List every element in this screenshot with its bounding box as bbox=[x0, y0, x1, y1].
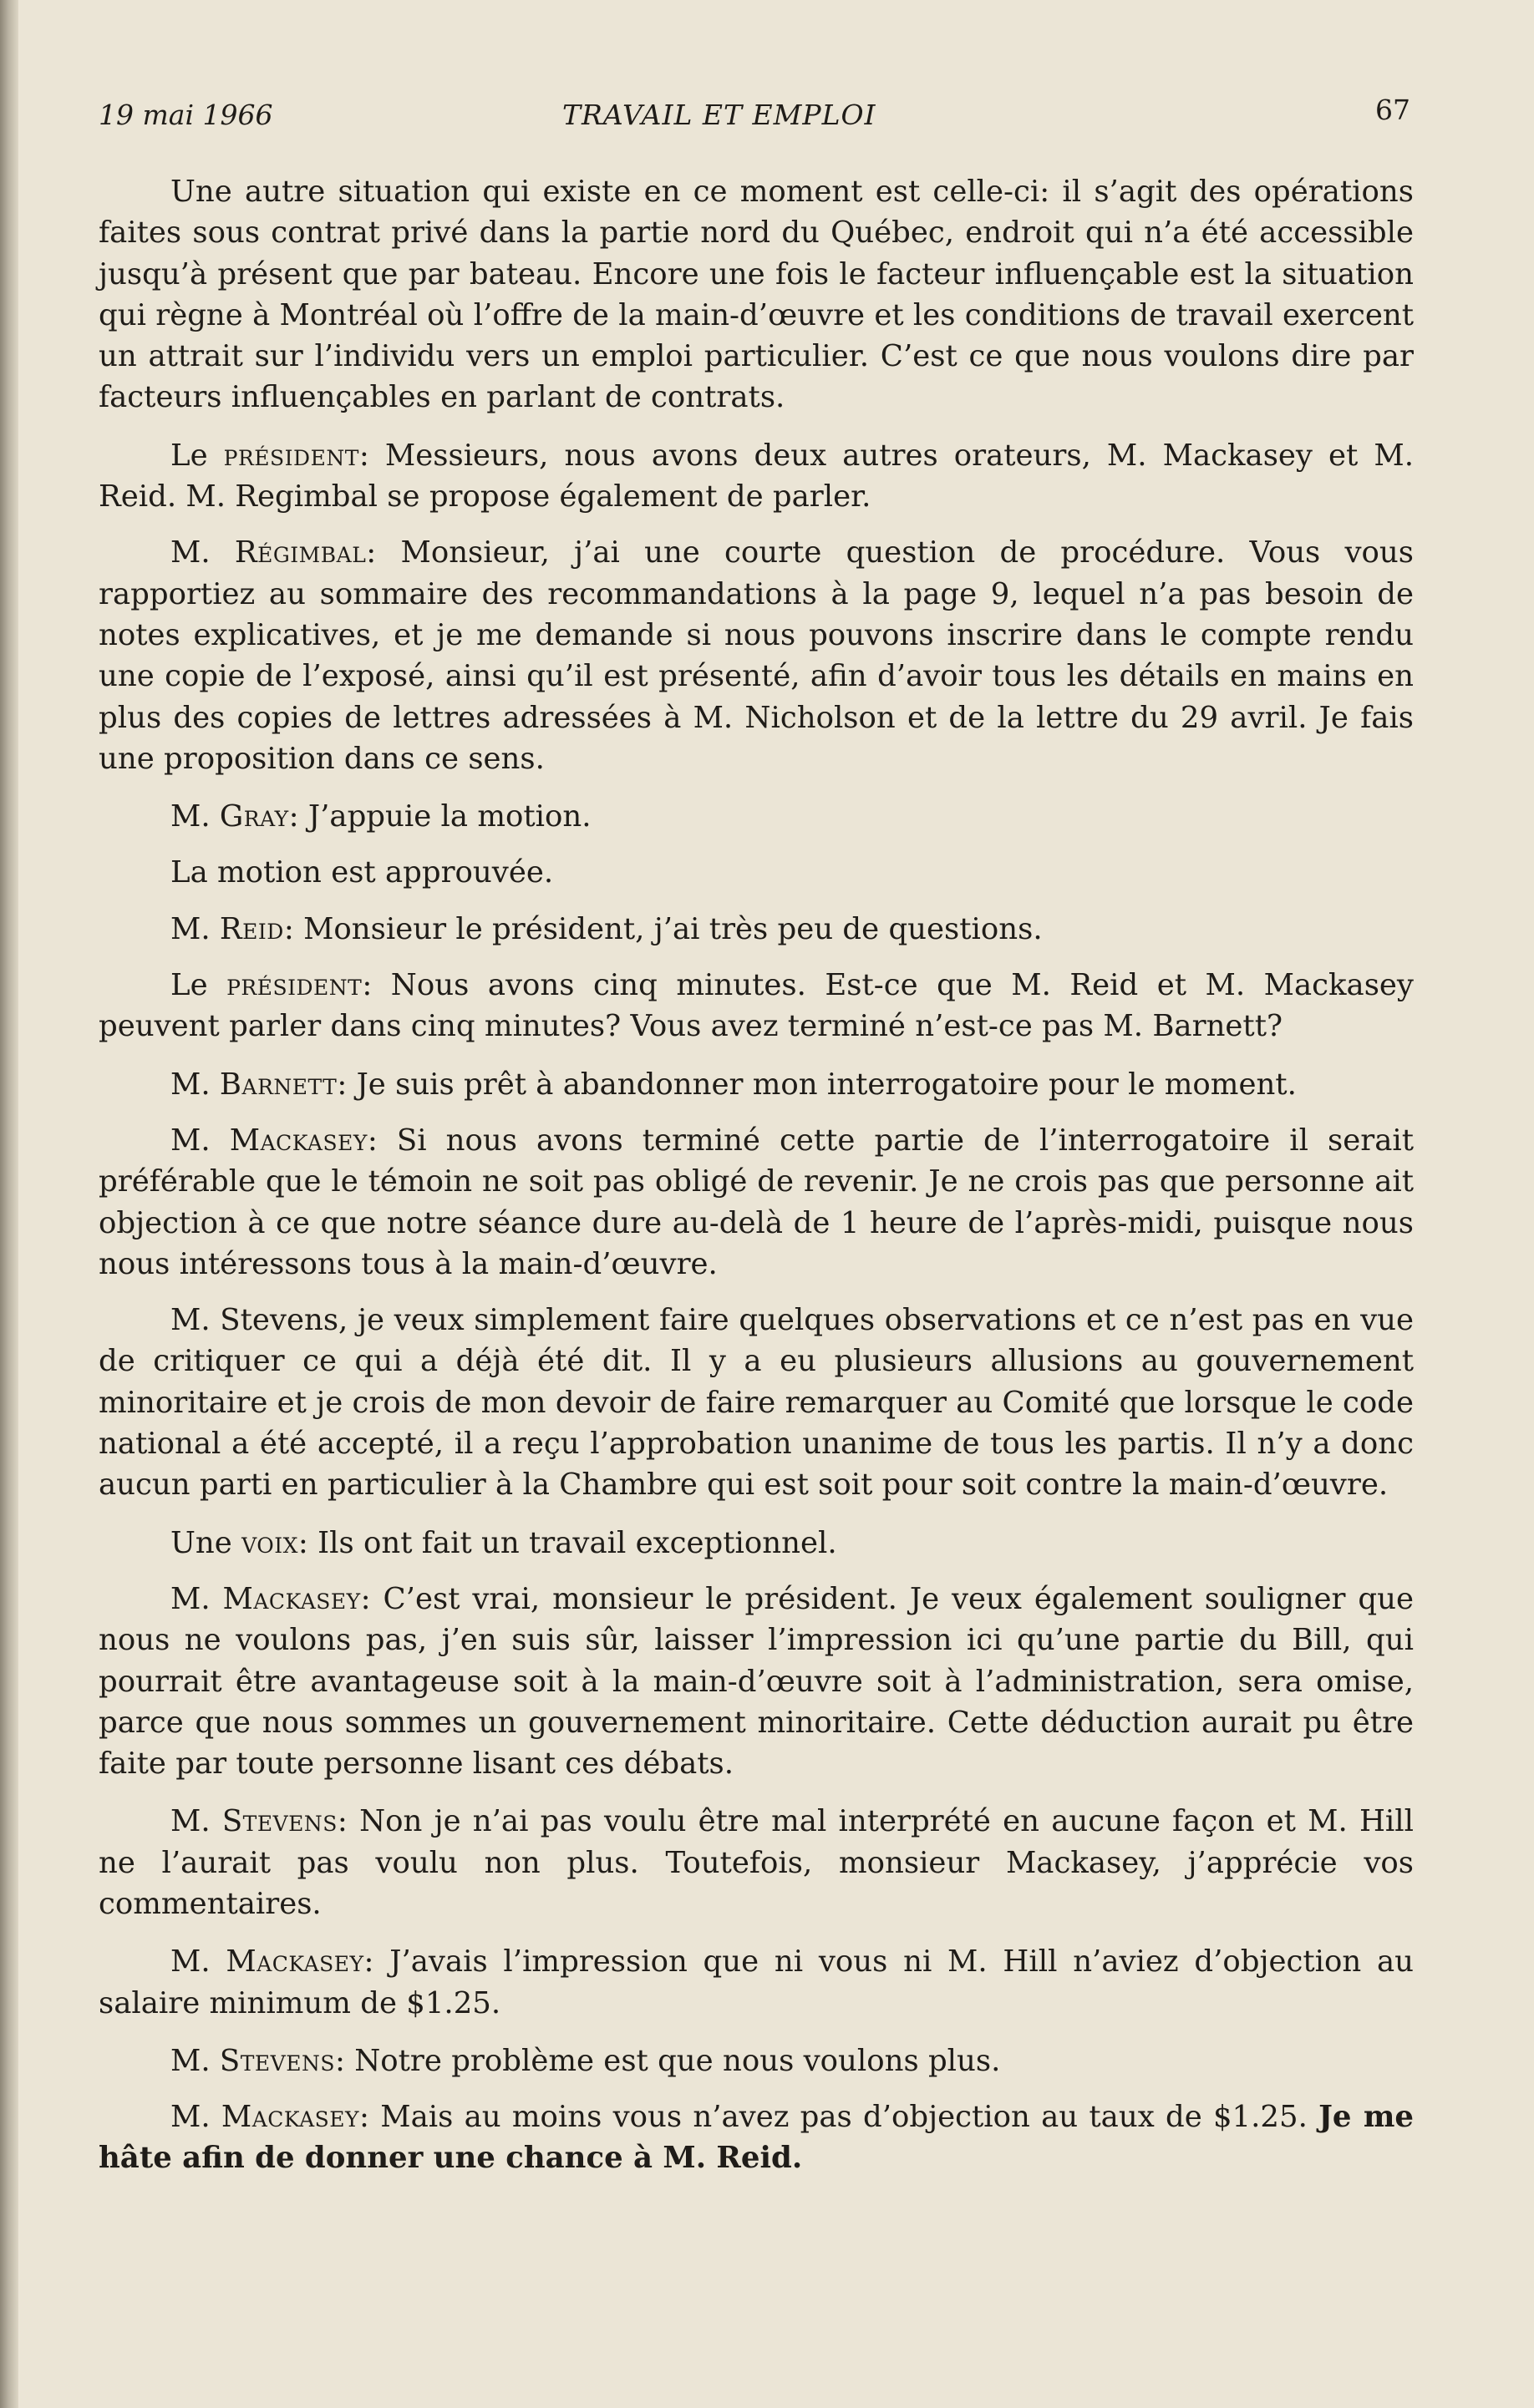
speaker-name: président bbox=[226, 968, 363, 1003]
speaker-name: Mackasey bbox=[229, 1123, 368, 1158]
paragraph-16 bbox=[99, 2096, 1414, 2179]
paragraph-5 bbox=[99, 852, 1414, 893]
paragraph-1 bbox=[99, 171, 1414, 418]
paragraph-text: : J’appuie la motion. bbox=[288, 799, 592, 834]
speaker-prefix: M. bbox=[170, 1944, 226, 1980]
book-page bbox=[18, 0, 1534, 2408]
paragraph-text: : Si nous avons terminé cette partie de l’interrogatoire il serait préférable que le témoin ne soit pas obligé de revenir. Je ne crois pas que personne ait objection à ce que notre séance dure au-delà de 1 heure de l’après-midi, puisque nous nous intéressons tous à la main-d’œuvre. bbox=[99, 1123, 1415, 1281]
speaker-prefix: Le bbox=[170, 438, 224, 473]
paragraph-text: : Monsieur, j’ai une courte question de procédure. Vous vous rapportiez au sommaire des recommandations à la page 9, lequel n’a pas besoin de notes explicatives, et je me demande si nous pouvons inscrire dans le compte rendu une copie de l’exposé, ainsi qu’il est présenté, afin d’avoir tous les détails en mains en plus des copies de lettres adressées à M. Nicholson et de la lettre du 29 avril. Je fais une proposition dans ce sens. bbox=[99, 535, 1414, 776]
paragraph-text: : Mais au moins vous n’avez pas d’objection au taux de $1.25. bbox=[359, 2100, 1308, 2135]
speaker-name: Mackasey bbox=[226, 1944, 364, 1980]
paragraph-3 bbox=[99, 532, 1414, 779]
paragraph-text: : C’est vrai, monsieur le président. Je veux également souligner que nous ne voulons pas, j’en suis sûr, laisser l’impression ici qu’une partie du Bill, qui pourrait être avantageuse soit à la main-d’œuvre soit à l’administration, sera omise, parce que nous sommes un gouvernement minoritaire. Cette déduction aurait pu être faite par toute personne lisant ces débats. bbox=[99, 1581, 1414, 1782]
paragraph-8 bbox=[99, 1064, 1414, 1105]
paragraph-text: : Notre problème est que nous voulons plus. bbox=[334, 2043, 1001, 2078]
header-title: TRAVAIL ET EMPLOI bbox=[562, 99, 876, 131]
paragraph-text: : Monsieur le président, j’ai très peu de questions. bbox=[283, 911, 1043, 946]
speaker-name: voix bbox=[241, 1525, 298, 1560]
running-head bbox=[99, 94, 1410, 140]
binding-edge bbox=[0, 0, 18, 2408]
paragraph-11 bbox=[99, 1523, 1414, 1564]
paragraph-4 bbox=[99, 796, 1414, 837]
paragraph-14 bbox=[99, 1941, 1414, 2024]
speaker-prefix: M. bbox=[170, 2043, 220, 2078]
speaker-prefix: M. bbox=[170, 1067, 220, 1102]
paragraph-text: : Ils ont fait un travail exceptionnel. bbox=[297, 1525, 837, 1560]
page-number: 67 bbox=[1375, 94, 1410, 126]
speaker-name: Barnett bbox=[219, 1067, 338, 1102]
paragraph-text: : Non je n’ai pas voulu être mal interprété en aucune façon et M. Hill ne l’aurait pas voulu non plus. Toutefois, monsieur Mackasey, j’apprécie vos commentaires. bbox=[99, 1804, 1414, 1921]
paragraph-text: : J’avais l’impression que ni vous ni M. Hill n’aviez d’objection au salaire minimum de $1.25. bbox=[99, 1944, 1414, 2020]
speaker-prefix: M. bbox=[170, 911, 220, 946]
paragraph-text: : Nous avons cinq minutes. Est-ce que M. Reid et M. Mackasey peuvent parler dans cinq minutes? Vous avez terminé n’est-ce pas M. Barnett? bbox=[99, 968, 1414, 1044]
speaker-name: Gray bbox=[219, 799, 289, 834]
speaker-prefix: M. bbox=[170, 799, 220, 834]
paragraph-13 bbox=[99, 1801, 1414, 1924]
speaker-name: Reid bbox=[219, 911, 284, 946]
speaker-prefix: M. bbox=[170, 1123, 230, 1158]
paragraph-text: M. Stevens, je veux simplement faire quelques observations et ce n’est pas en vue de critiquer ce qui a déjà été dit. Il y a eu plusieurs allusions au gouvernement minoritaire et je crois de mon devoir de faire remarquer au Comité que lorsque le code national a été accepté, il a reçu l’approbation unanime de tous les partis. Il n’y a donc aucun parti en particulier à la Chambre qui est soit pour soit contre la main-d’œuvre. bbox=[99, 1303, 1414, 1503]
speaker-name: Stevens bbox=[221, 1804, 338, 1839]
speaker-name: Mackasey bbox=[221, 2100, 360, 2135]
speaker-prefix: M. bbox=[170, 535, 235, 570]
speaker-prefix: M. bbox=[170, 1804, 222, 1839]
speaker-prefix: M. bbox=[170, 1581, 223, 1616]
paragraph-7 bbox=[99, 965, 1414, 1047]
paragraph-text: La motion est approuvée. bbox=[170, 855, 554, 890]
speaker-name: président bbox=[223, 438, 359, 473]
paragraph-9 bbox=[99, 1120, 1414, 1285]
body-text bbox=[99, 171, 1414, 2196]
speaker-name: Stevens bbox=[219, 2043, 335, 2078]
paragraph-10 bbox=[99, 1300, 1414, 1505]
header-date: 19 mai 1966 bbox=[99, 99, 273, 131]
speaker-name: Mackasey bbox=[222, 1581, 361, 1616]
paragraph-12 bbox=[99, 1579, 1414, 1784]
speaker-name: Régimbal bbox=[234, 535, 367, 570]
speaker-prefix: Le bbox=[170, 968, 227, 1003]
paragraph-bold-text: Je me hâte afin de donner une chance à M. Reid. bbox=[99, 2100, 1414, 2176]
paragraph-2 bbox=[99, 435, 1414, 518]
speaker-prefix: Une bbox=[170, 1525, 242, 1560]
paragraph-text: : Je suis prêt à abandonner mon interrogatoire pour le moment. bbox=[337, 1067, 1297, 1102]
paragraph-15 bbox=[99, 2040, 1414, 2081]
speaker-prefix: M. bbox=[170, 2100, 221, 2135]
paragraph-text: : Messieurs, nous avons deux autres orateurs, M. Mackasey et M. Reid. M. Regimbal se propose également de parler. bbox=[99, 438, 1414, 515]
paragraph-text: Une autre situation qui existe en ce moment est celle-ci: il s’agit des opérations faites sous contrat privé dans la partie nord du Québec, endroit qui n’a été accessible jusqu’à présent que par bateau. Encore une fois le facteur influençable est la situation qui règne à Montréal où l’offre de la main-d’œuvre et les conditions de travail exercent un attrait sur l’individu vers un emploi particulier. C’est ce que nous voulons dire par facteurs influençables en parlant de contrats. bbox=[99, 175, 1414, 415]
paragraph-6 bbox=[99, 909, 1414, 950]
